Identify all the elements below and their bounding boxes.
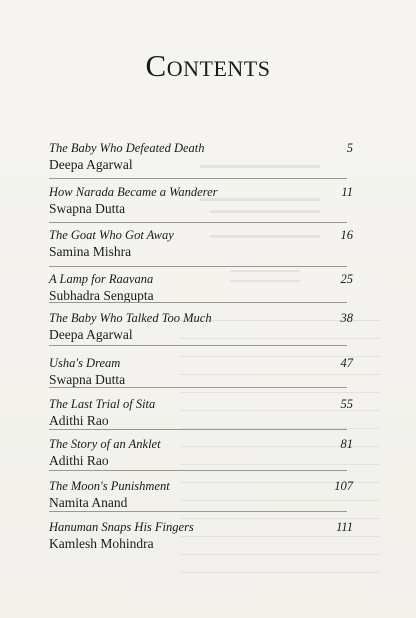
- story-title: The Moon's Punishment: [49, 479, 170, 493]
- toc-entry[interactable]: [49, 228, 353, 260]
- story-author: Swapna Dutta: [49, 201, 126, 216]
- entry-divider: [49, 387, 347, 388]
- story-title: Usha's Dream: [49, 356, 121, 370]
- page-number: 47: [340, 356, 353, 370]
- page-number: 16: [340, 228, 353, 242]
- entry-divider: [49, 178, 347, 179]
- story-title: The Goat Who Got Away: [49, 228, 174, 242]
- page-number: 107: [334, 479, 353, 493]
- toc-entry[interactable]: [49, 272, 353, 304]
- entry-divider: [49, 345, 347, 346]
- story-author: Adithi Rao: [49, 413, 109, 428]
- story-author: Deepa Agarwal: [49, 327, 133, 342]
- toc-entry[interactable]: [49, 520, 353, 552]
- entry-divider: [49, 266, 347, 267]
- toc-entry[interactable]: [49, 479, 353, 511]
- entry-divider: [49, 511, 347, 512]
- toc-entry[interactable]: [49, 141, 353, 173]
- entry-divider: [49, 429, 347, 430]
- page-number: 11: [341, 185, 353, 199]
- toc-entry[interactable]: [49, 311, 353, 343]
- story-title: A Lamp for Raavana: [49, 272, 154, 286]
- toc-entry[interactable]: [49, 437, 353, 469]
- page-title: Contents: [145, 48, 271, 83]
- story-title: The Story of an Anklet: [49, 437, 161, 451]
- story-author: Deepa Agarwal: [49, 157, 133, 172]
- story-author: Kamlesh Mohindra: [49, 536, 154, 551]
- page-number: 5: [346, 141, 353, 155]
- entry-divider: [49, 302, 347, 303]
- story-title: Hanuman Snaps His Fingers: [49, 520, 194, 534]
- page-number: 25: [340, 272, 353, 286]
- story-author: Subhadra Sengupta: [49, 288, 154, 303]
- page-number: 111: [336, 520, 353, 534]
- story-author: Swapna Dutta: [49, 372, 126, 387]
- story-title: The Baby Who Talked Too Much: [49, 311, 212, 325]
- toc-entry[interactable]: [49, 185, 353, 217]
- page-number: 38: [340, 311, 353, 325]
- story-title: The Baby Who Defeated Death: [49, 141, 205, 155]
- story-author: Namita Anand: [49, 495, 128, 510]
- story-title: How Narada Became a Wanderer: [49, 185, 218, 199]
- entry-divider: [49, 470, 347, 471]
- page-number: 81: [340, 437, 353, 451]
- story-title: The Last Trial of Sita: [49, 397, 156, 411]
- page-number: 55: [340, 397, 353, 411]
- toc-entry[interactable]: [49, 356, 353, 388]
- toc-entry[interactable]: [49, 397, 353, 429]
- story-author: Adithi Rao: [49, 453, 109, 468]
- entry-divider: [49, 222, 347, 223]
- story-author: Samina Mishra: [49, 244, 132, 259]
